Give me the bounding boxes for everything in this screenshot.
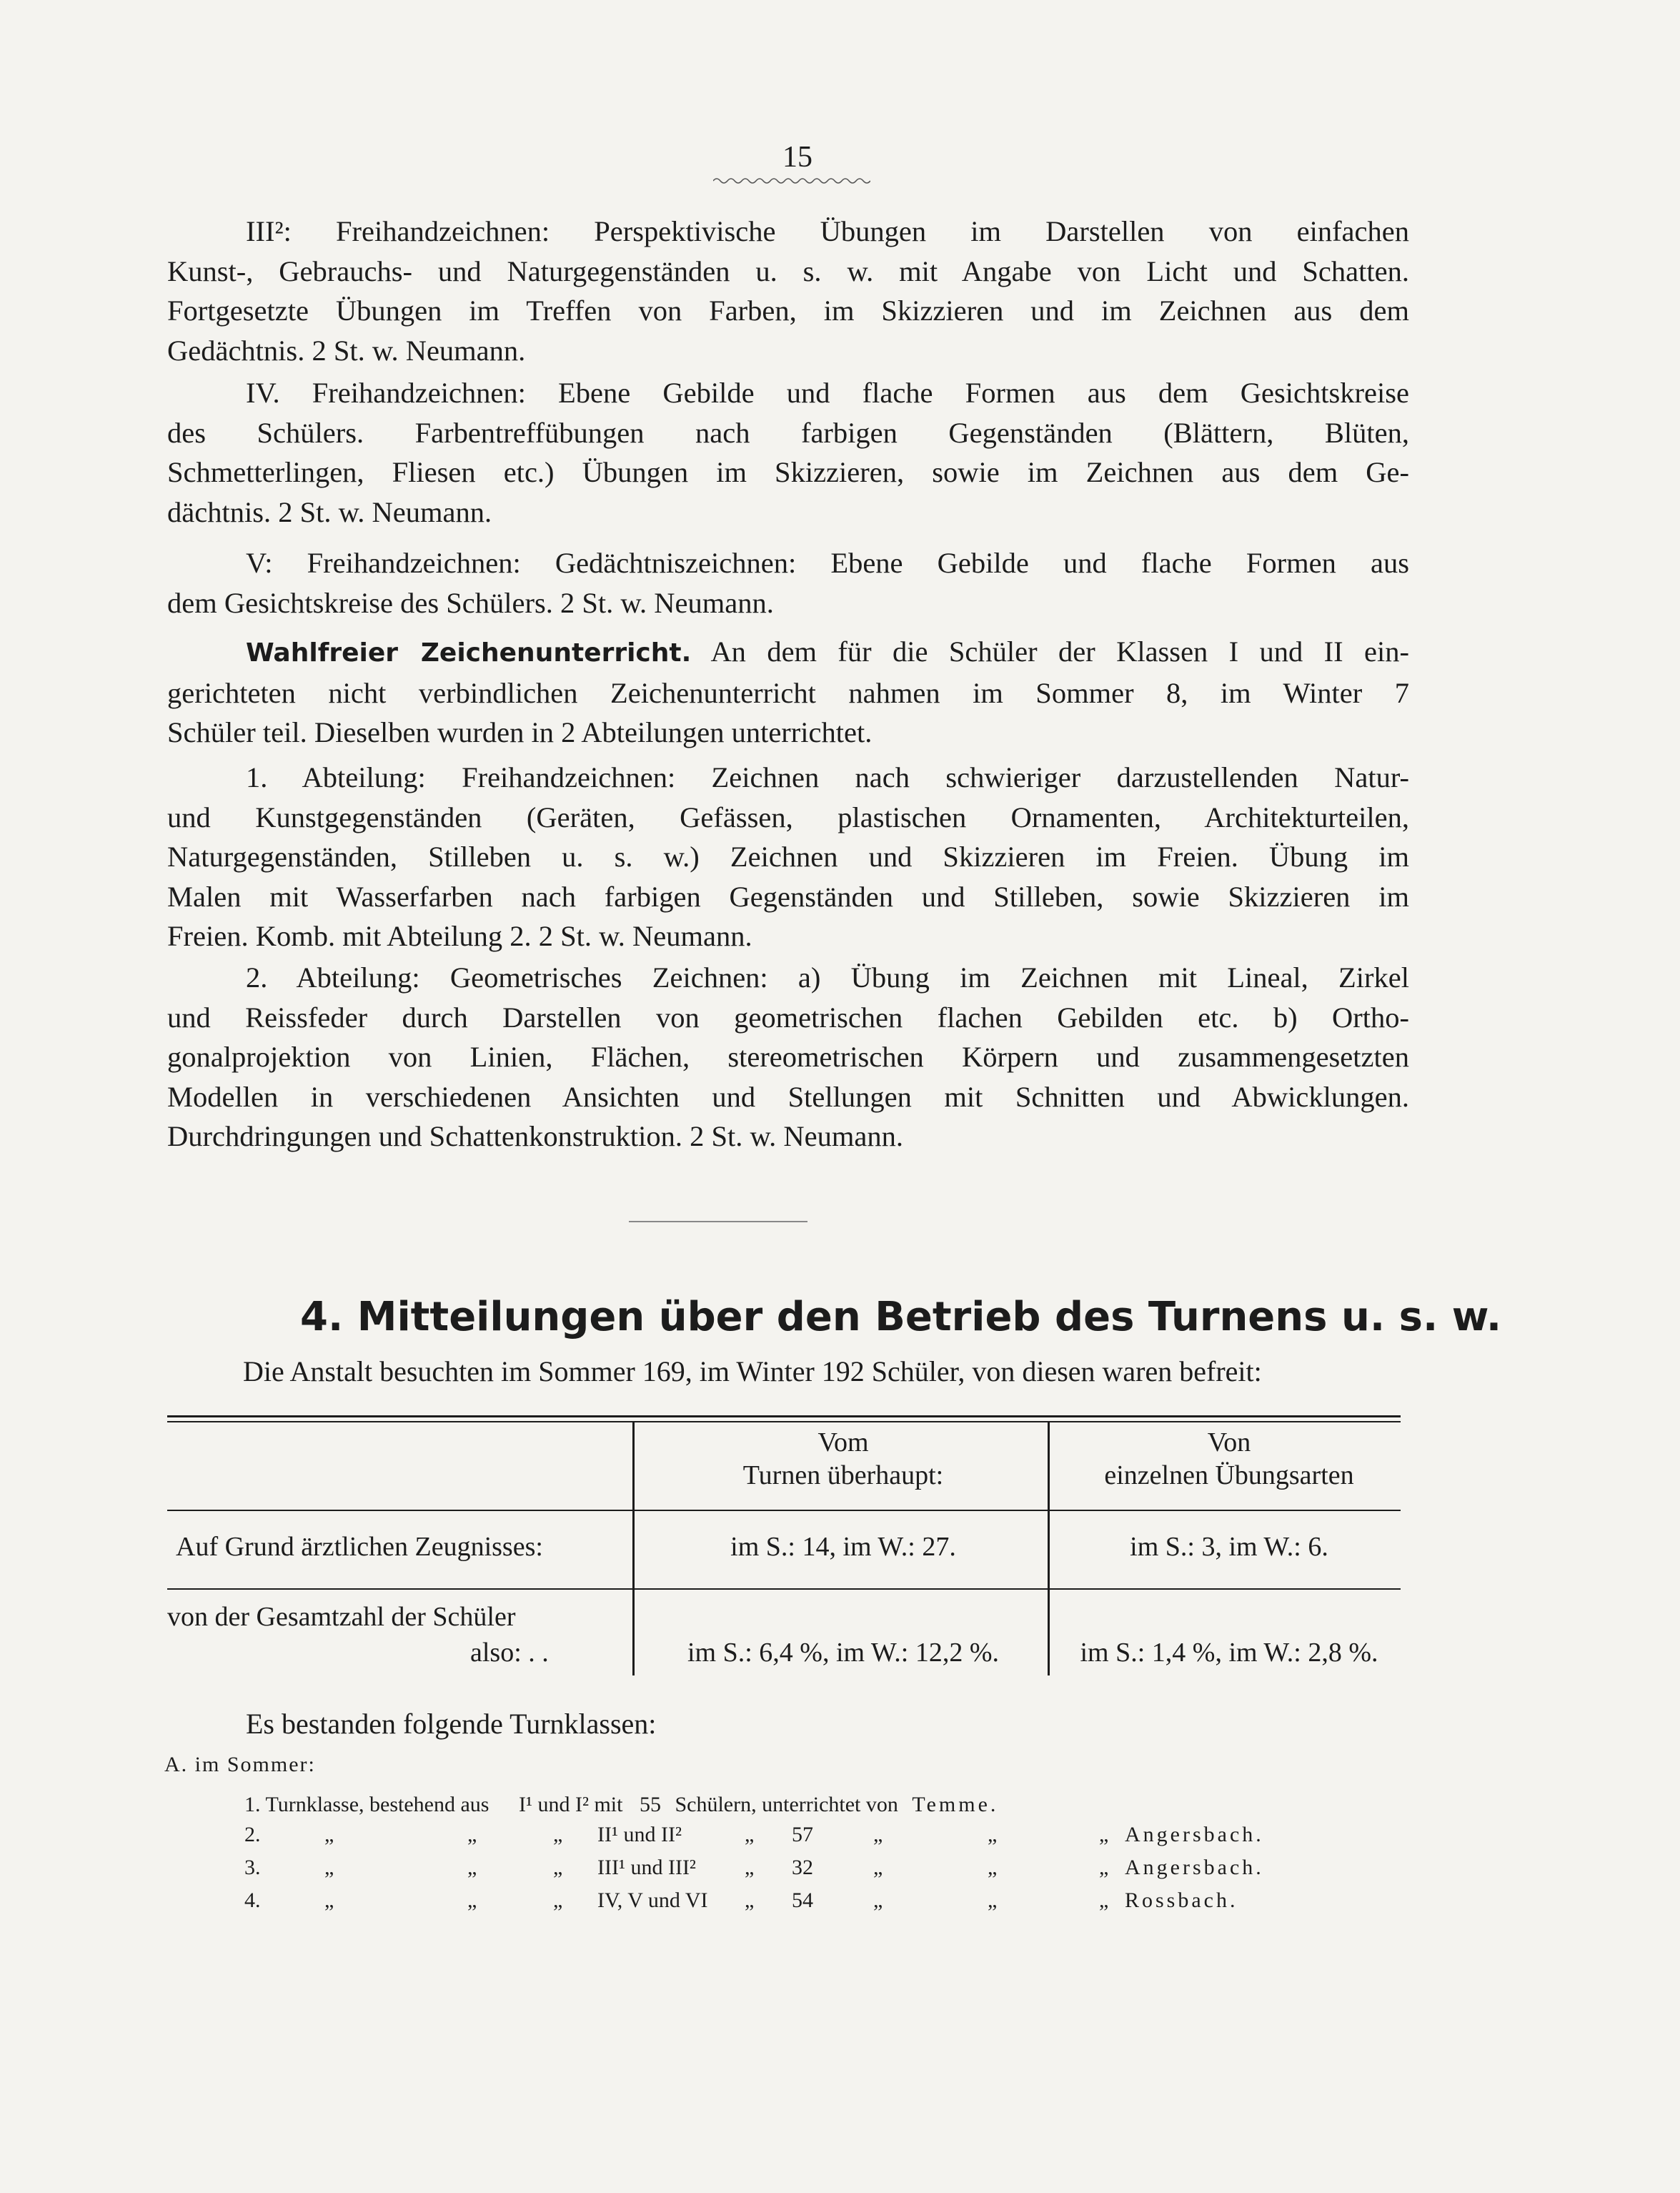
ditto-mark: „ <box>745 1888 755 1912</box>
text-line: gonalprojektion von Linien, Flächen, stereometrischen Körpern und zusammengesetzten <box>167 1041 1409 1073</box>
turnklasse-count: 55 <box>639 1793 661 1816</box>
turnklasse-number: 2. <box>244 1823 261 1846</box>
text-line: Schmetterlingen, Fliesen etc.) Übungen im Skizzieren, sowie im Zeichnen aus dem Ge- <box>167 456 1409 488</box>
turnklasse-number: 4. <box>244 1888 261 1912</box>
page-number: 15 <box>782 141 812 174</box>
table-header-rule <box>167 1510 1401 1511</box>
text-line: 2. Abteilung: Geometrisches Zeichnen: a) Übung im Zeichnen mit Lineal, Zirkel <box>246 961 1409 994</box>
ditto-mark: „ <box>1099 1856 1109 1879</box>
bold-lead: Wahlfreier Zeichenunterricht. <box>246 638 692 668</box>
text-line: dem Gesichtskreise des Schülers. 2 St. w. Neumann. <box>167 586 774 619</box>
text-line: und Reissfeder durch Darstellen von geometrischen flachen Gebilden etc. b) Ortho- <box>167 1001 1409 1034</box>
header-uebungsarten: einzelnen Übungsarten <box>1104 1460 1354 1490</box>
ditto-mark: „ <box>553 1856 563 1879</box>
ditto-mark: „ <box>553 1888 563 1912</box>
table-row-rule <box>167 1588 1401 1590</box>
turnklassen-intro: Es bestanden folgende Turnklassen: <box>246 1708 657 1740</box>
turnklasse-label: 1. Turnklasse, bestehend aus <box>244 1793 489 1816</box>
text-line: III²: Freihandzeichnen: Perspektivische Übungen im Darstellen von einfachen <box>246 215 1409 247</box>
text-line: Durchdringungen und Schattenkonstruktion. 2 St. w. Neumann. <box>167 1120 903 1152</box>
row-value: im S.: 14, im W.: 27. <box>730 1532 956 1562</box>
ditto-mark: „ <box>988 1856 998 1879</box>
turnklasse-teacher: Temme. <box>912 1793 999 1816</box>
row-value: im S.: 1,4 %, im W.: 2,8 %. <box>1080 1638 1378 1668</box>
turnklasse-teacher: Angersbach. <box>1125 1856 1264 1879</box>
text-line: Naturgegenständen, Stilleben u. s. w.) Zeichnen und Skizzieren im Freien. Übung im <box>167 841 1409 873</box>
turnklasse-row <box>244 1856 1331 1884</box>
ditto-mark: „ <box>553 1823 563 1846</box>
ditto-mark: „ <box>873 1888 883 1912</box>
turnklasse-row <box>244 1888 1331 1917</box>
paragraph-wahlfrei <box>167 632 1409 753</box>
turnklasse-count: 54 <box>792 1888 813 1912</box>
turnklasse-text: Schülern, unterrichtet von <box>675 1793 898 1816</box>
row-value: im S.: 6,4 %, im W.: 12,2 %. <box>687 1638 999 1668</box>
season-label: A. im Sommer: <box>164 1753 316 1776</box>
text-line: Modellen in verschiedenen Ansichten und Stellungen mit Schnitten und Abwicklungen. <box>167 1080 1409 1113</box>
paragraph-iii2 <box>167 212 1409 370</box>
text-line: und Kunstgegenständen (Geräten, Gefässen, plastischen Ornamenten, Architekturteilen, <box>167 801 1409 833</box>
ditto-mark: „ <box>745 1823 755 1846</box>
row-label: Auf Grund ärztlichen Zeugnisses: <box>176 1532 543 1562</box>
section-heading: 4. Mitteilungen über den Betrieb des Turnens u. s. w. <box>300 1294 1502 1340</box>
text-line: V: Freihandzeichnen: Gedächtniszeichnen: Ebene Gebilde und flache Formen aus <box>246 547 1409 579</box>
turnklasse-classes: I¹ und I² mit <box>518 1793 623 1816</box>
turnklasse-classes: IV, V und VI <box>597 1888 708 1912</box>
header-von: Von <box>1207 1427 1251 1457</box>
ditto-mark: „ <box>988 1823 998 1846</box>
text-line: Schüler teil. Dieselben wurden in 2 Abteilungen unterrichtet. <box>167 716 873 748</box>
section-intro: Die Anstalt besuchten im Sommer 169, im Winter 192 Schüler, von diesen waren befreit: <box>243 1355 1262 1387</box>
ditto-mark: „ <box>1099 1888 1109 1912</box>
text-line: gerichteten nicht verbindlichen Zeichenunterricht nahmen im Sommer 8, im Winter 7 <box>167 676 1409 709</box>
text-line <box>167 632 1409 673</box>
turnklasse-row <box>244 1793 998 1817</box>
paragraph-abteilung-1 <box>167 758 1409 956</box>
ditto-mark: „ <box>324 1823 334 1846</box>
header-vom: Vom <box>817 1427 869 1457</box>
paragraph-v <box>167 543 1409 623</box>
table-col-rule <box>632 1422 635 1675</box>
turnklasse-count: 57 <box>792 1823 813 1846</box>
ditto-mark: „ <box>988 1888 998 1912</box>
wavy-ornament <box>713 176 870 186</box>
ditto-mark: „ <box>467 1856 477 1879</box>
text-line: Malen mit Wasserfarben nach farbigen Gegenständen und Stilleben, sowie Skizzieren im <box>167 880 1409 913</box>
ditto-mark: „ <box>873 1856 883 1879</box>
turnklasse-count: 32 <box>792 1856 813 1879</box>
text-line: des Schülers. Farbentreffübungen nach farbigen Gegenständen (Blättern, Blüten, <box>167 416 1409 449</box>
turnklasse-classes: III¹ und III² <box>597 1856 696 1879</box>
ditto-mark: „ <box>745 1856 755 1879</box>
turnklasse-number: 3. <box>244 1856 261 1879</box>
row-label: also: . . <box>470 1638 549 1668</box>
paragraph-iv <box>167 373 1409 532</box>
row-value: im S.: 3, im W.: 6. <box>1130 1532 1328 1562</box>
ditto-mark: „ <box>324 1856 334 1879</box>
paragraph-abteilung-2 <box>167 958 1409 1157</box>
text-span: An dem für die Schüler der Klassen I und II ein- <box>710 635 1409 668</box>
table-top-rule <box>167 1415 1401 1417</box>
ditto-mark: „ <box>873 1823 883 1846</box>
text-line: Freien. Komb. mit Abteilung 2. 2 St. w. Neumann. <box>167 920 752 952</box>
text-line: IV. Freihandzeichnen: Ebene Gebilde und flache Formen aus dem Gesichtskreise <box>246 377 1409 409</box>
text-line: dächtnis. 2 St. w. Neumann. <box>167 495 492 528</box>
ditto-mark: „ <box>467 1888 477 1912</box>
text-line: Gedächtnis. 2 St. w. Neumann. <box>167 334 526 367</box>
section-divider <box>629 1221 807 1222</box>
ditto-mark: „ <box>1099 1823 1109 1846</box>
ditto-mark: „ <box>467 1823 477 1846</box>
turnklasse-row <box>244 1823 1331 1851</box>
turnklasse-classes: II¹ und II² <box>597 1823 682 1846</box>
table-col-rule <box>1048 1422 1050 1675</box>
row-label: von der Gesamtzahl der Schüler <box>167 1602 516 1632</box>
turnklasse-teacher: Angersbach. <box>1125 1823 1264 1846</box>
table-top-rule-thin <box>167 1421 1401 1422</box>
text-line: Kunst-, Gebrauchs- und Naturgegenständen u. s. w. mit Angabe von Licht und Schatten. <box>167 254 1409 287</box>
text-line: 1. Abteilung: Freihandzeichnen: Zeichnen nach schwieriger darzustellenden Natur- <box>246 761 1409 793</box>
turnklasse-teacher: Rossbach. <box>1125 1888 1238 1912</box>
text-line: Fortgesetzte Übungen im Treffen von Farben, im Skizzieren und im Zeichnen aus dem <box>167 294 1409 327</box>
ditto-mark: „ <box>324 1888 334 1912</box>
header-turnen: Turnen überhaupt: <box>742 1460 944 1490</box>
